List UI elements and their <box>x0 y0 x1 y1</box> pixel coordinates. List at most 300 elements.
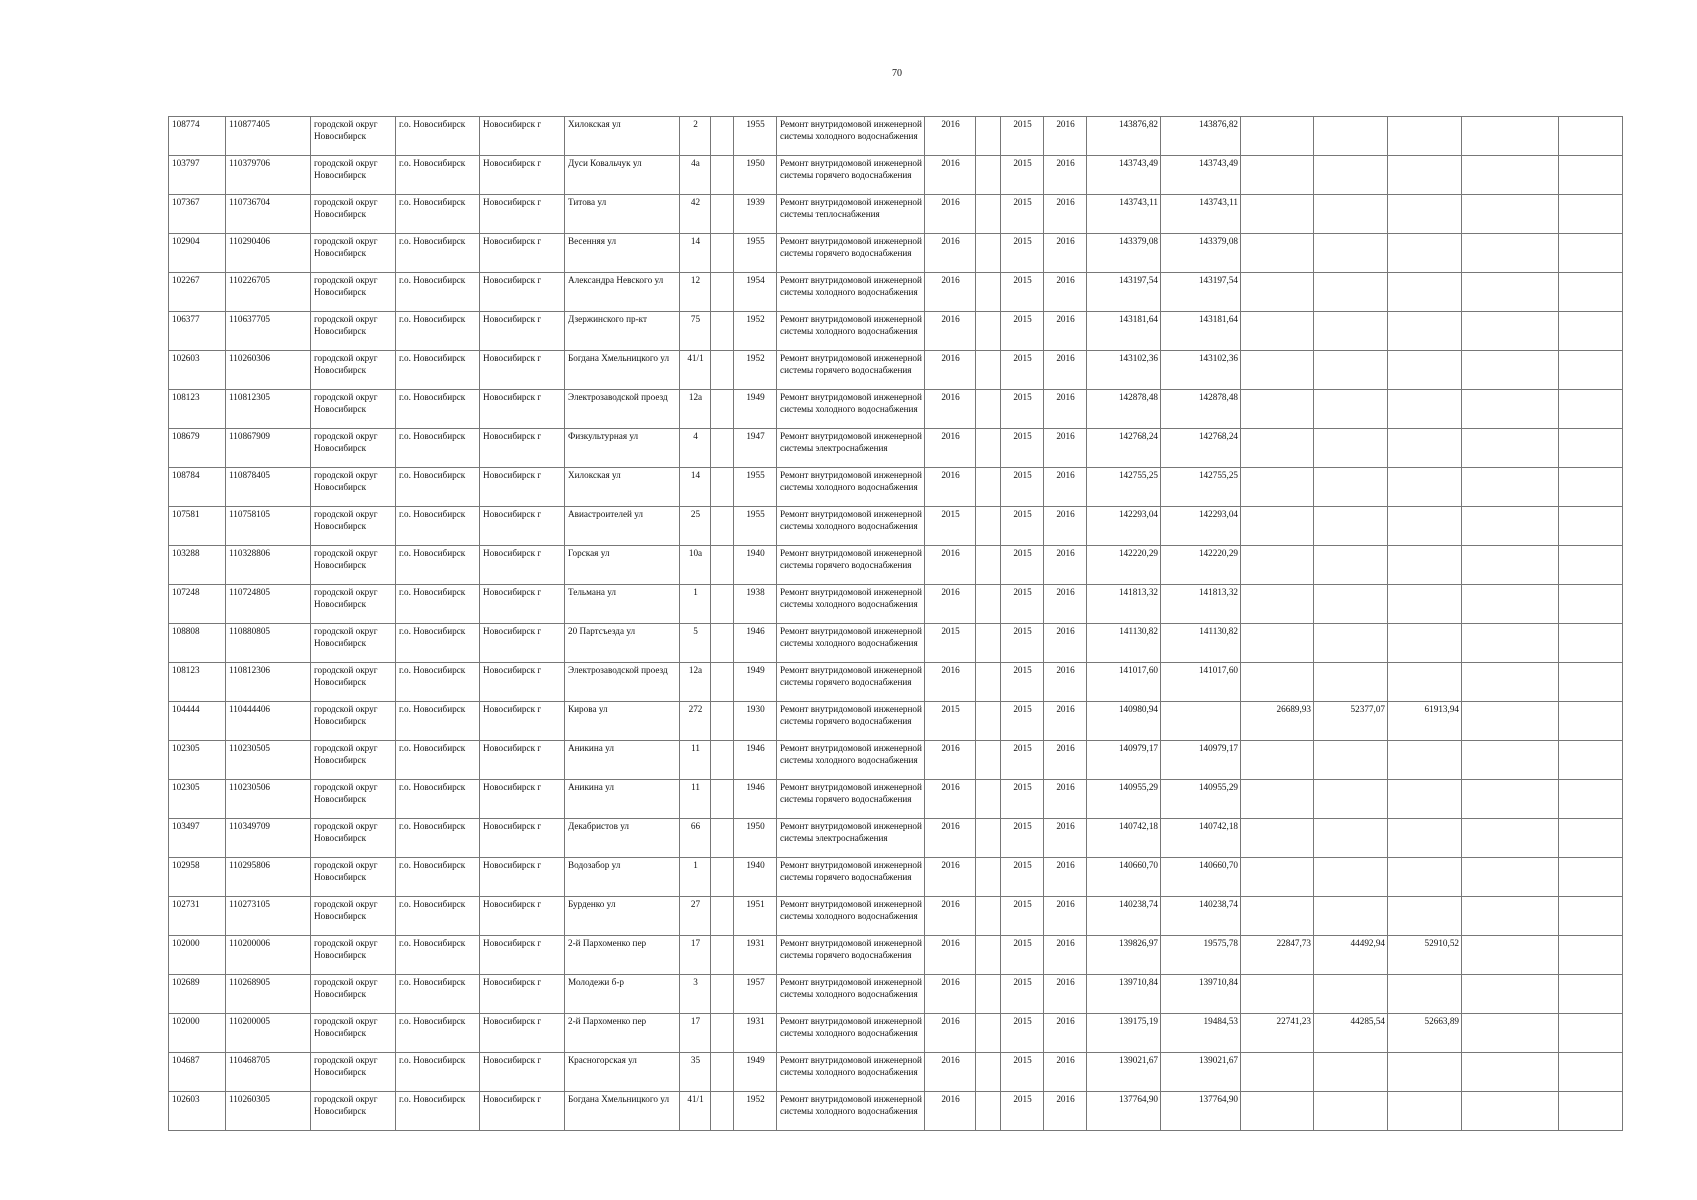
cell-blank-col-3 <box>1559 624 1623 663</box>
cell-locality: Новосибирск г <box>480 507 565 546</box>
cell-locality: Новосибирск г <box>480 1092 565 1131</box>
table-row <box>169 702 1623 741</box>
cell-period-end: 2016 <box>1044 546 1087 585</box>
cell-cost-col-17: 26689,93 <box>1241 702 1314 741</box>
cell-work-type: Ремонт внутридомовой инженерной системы электроснабжения <box>777 429 925 468</box>
cell-plan-year: 2016 <box>925 1014 976 1053</box>
cell-period-end: 2016 <box>1044 390 1087 429</box>
cell-cost-col-18 <box>1314 975 1388 1014</box>
cell-cost-fund: 143181,64 <box>1161 312 1241 351</box>
cell-build-year: 1952 <box>734 351 777 390</box>
cell-cost-fund: 140955,29 <box>1161 780 1241 819</box>
cell-object-code: 110444406 <box>226 702 311 741</box>
cell-blank-col-2 <box>1462 156 1559 195</box>
cell-house-number: 4 <box>680 429 711 468</box>
cell-cost-col-17 <box>1241 351 1314 390</box>
cell-total-cost: 140979,17 <box>1087 741 1161 780</box>
cell-street: Хилокская ул <box>565 468 680 507</box>
cell-work-type: Ремонт внутридомовой инженерной системы горячего водоснабжения <box>777 702 925 741</box>
cell-build-year: 1950 <box>734 156 777 195</box>
cell-cost-col-19: 52910,52 <box>1388 936 1462 975</box>
cell-municipal-unit: г.о. Новосибирск <box>396 780 480 819</box>
cell-total-cost: 143876,82 <box>1087 117 1161 156</box>
cell-object-code: 110880805 <box>226 624 311 663</box>
cell-locality: Новосибирск г <box>480 780 565 819</box>
table-row <box>169 624 1623 663</box>
cell-blank-col-2 <box>1462 117 1559 156</box>
cell-house-number: 11 <box>680 780 711 819</box>
cell-period-end: 2016 <box>1044 117 1087 156</box>
cell-locality: Новосибирск г <box>480 624 565 663</box>
cell-build-year: 1949 <box>734 663 777 702</box>
cell-cost-col-19 <box>1388 585 1462 624</box>
cell-municipal-unit: г.о. Новосибирск <box>396 390 480 429</box>
cell-cost-col-18 <box>1314 195 1388 234</box>
cell-house-id: 108123 <box>169 663 226 702</box>
cell-cost-col-18 <box>1314 741 1388 780</box>
cell-plan-year: 2016 <box>925 234 976 273</box>
cell-period-start: 2015 <box>1001 702 1044 741</box>
cell-locality: Новосибирск г <box>480 312 565 351</box>
cell-house-number: 35 <box>680 1053 711 1092</box>
cell-plan-year: 2016 <box>925 351 976 390</box>
cell-municipality: городской округ Новосибирск <box>311 312 396 351</box>
cell-municipal-unit: г.о. Новосибирск <box>396 546 480 585</box>
cell-build-year: 1931 <box>734 1014 777 1053</box>
table-row <box>169 507 1623 546</box>
cell-cost-col-19 <box>1388 546 1462 585</box>
cell-building <box>711 429 734 468</box>
table-row <box>169 195 1623 234</box>
cell-blank-col-3 <box>1559 234 1623 273</box>
table-row <box>169 897 1623 936</box>
cell-street: Аникина ул <box>565 741 680 780</box>
cell-total-cost: 140980,94 <box>1087 702 1161 741</box>
cell-period-start: 2015 <box>1001 624 1044 663</box>
cell-object-code: 110200005 <box>226 1014 311 1053</box>
cell-cost-col-17 <box>1241 390 1314 429</box>
cell-blank-col-2 <box>1462 351 1559 390</box>
cell-locality: Новосибирск г <box>480 858 565 897</box>
cell-work-type: Ремонт внутридомовой инженерной системы холодного водоснабжения <box>777 273 925 312</box>
table-row <box>169 1053 1623 1092</box>
cell-blank-col-1 <box>976 1053 1001 1092</box>
cell-cost-col-18 <box>1314 585 1388 624</box>
cell-total-cost: 139021,67 <box>1087 1053 1161 1092</box>
cell-house-id: 102000 <box>169 936 226 975</box>
cell-object-code: 110200006 <box>226 936 311 975</box>
cell-house-number: 5 <box>680 624 711 663</box>
cell-blank-col-2 <box>1462 273 1559 312</box>
cell-plan-year: 2016 <box>925 117 976 156</box>
cell-plan-year: 2016 <box>925 1053 976 1092</box>
cell-blank-col-3 <box>1559 741 1623 780</box>
cell-build-year: 1930 <box>734 702 777 741</box>
cell-total-cost: 140660,70 <box>1087 858 1161 897</box>
cell-blank-col-3 <box>1559 702 1623 741</box>
cell-municipal-unit: г.о. Новосибирск <box>396 624 480 663</box>
cell-work-type: Ремонт внутридомовой инженерной системы холодного водоснабжения <box>777 117 925 156</box>
cell-cost-col-17 <box>1241 858 1314 897</box>
cell-period-end: 2016 <box>1044 429 1087 468</box>
cell-municipality: городской округ Новосибирск <box>311 624 396 663</box>
cell-plan-year: 2016 <box>925 858 976 897</box>
cell-municipality: городской округ Новосибирск <box>311 741 396 780</box>
cell-blank-col-2 <box>1462 741 1559 780</box>
cell-building <box>711 117 734 156</box>
cell-building <box>711 741 734 780</box>
cell-object-code: 110230506 <box>226 780 311 819</box>
cell-total-cost: 137764,90 <box>1087 1092 1161 1131</box>
cell-locality: Новосибирск г <box>480 117 565 156</box>
cell-building <box>711 468 734 507</box>
cell-cost-col-19 <box>1388 273 1462 312</box>
cell-cost-fund: 141130,82 <box>1161 624 1241 663</box>
cell-municipal-unit: г.о. Новосибирск <box>396 741 480 780</box>
cell-locality: Новосибирск г <box>480 234 565 273</box>
cell-cost-col-18 <box>1314 858 1388 897</box>
cell-cost-fund <box>1161 702 1241 741</box>
cell-plan-year: 2016 <box>925 468 976 507</box>
cell-work-type: Ремонт внутридомовой инженерной системы холодного водоснабжения <box>777 1092 925 1131</box>
cell-work-type: Ремонт внутридомовой инженерной системы холодного водоснабжения <box>777 897 925 936</box>
cell-blank-col-2 <box>1462 975 1559 1014</box>
table-row <box>169 741 1623 780</box>
cell-house-id: 102958 <box>169 858 226 897</box>
cell-cost-fund: 140742,18 <box>1161 819 1241 858</box>
cell-period-end: 2016 <box>1044 741 1087 780</box>
cell-total-cost: 140742,18 <box>1087 819 1161 858</box>
cell-cost-col-18 <box>1314 780 1388 819</box>
cell-house-number: 2 <box>680 117 711 156</box>
cell-municipal-unit: г.о. Новосибирск <box>396 273 480 312</box>
cell-house-id: 108774 <box>169 117 226 156</box>
cell-street: 2-й Пархоменко пер <box>565 1014 680 1053</box>
cell-municipality: городской округ Новосибирск <box>311 156 396 195</box>
cell-blank-col-2 <box>1462 234 1559 273</box>
cell-total-cost: 140238,74 <box>1087 897 1161 936</box>
cell-blank-col-2 <box>1462 195 1559 234</box>
cell-work-type: Ремонт внутридомовой инженерной системы горячего водоснабжения <box>777 780 925 819</box>
cell-municipal-unit: г.о. Новосибирск <box>396 1053 480 1092</box>
cell-cost-col-17 <box>1241 897 1314 936</box>
cell-street: Красногорская ул <box>565 1053 680 1092</box>
cell-street: 20 Партсъезда ул <box>565 624 680 663</box>
cell-blank-col-3 <box>1559 468 1623 507</box>
cell-blank-col-3 <box>1559 936 1623 975</box>
cell-locality: Новосибирск г <box>480 273 565 312</box>
cell-house-number: 41/1 <box>680 1092 711 1131</box>
cell-house-id: 102603 <box>169 1092 226 1131</box>
cell-locality: Новосибирск г <box>480 195 565 234</box>
cell-period-start: 2015 <box>1001 858 1044 897</box>
cell-work-type: Ремонт внутридомовой инженерной системы холодного водоснабжения <box>777 507 925 546</box>
cell-period-end: 2016 <box>1044 468 1087 507</box>
cell-blank-col-1 <box>976 117 1001 156</box>
cell-period-end: 2016 <box>1044 585 1087 624</box>
cell-building <box>711 195 734 234</box>
cell-house-number: 1 <box>680 858 711 897</box>
table-row <box>169 780 1623 819</box>
cell-blank-col-2 <box>1462 312 1559 351</box>
cell-cost-fund: 141017,60 <box>1161 663 1241 702</box>
cell-period-end: 2016 <box>1044 195 1087 234</box>
cell-house-number: 12а <box>680 390 711 429</box>
cell-blank-col-3 <box>1559 663 1623 702</box>
cell-cost-col-18 <box>1314 897 1388 936</box>
cell-house-id: 107581 <box>169 507 226 546</box>
cell-street: Физкультурная ул <box>565 429 680 468</box>
cell-municipality: городской округ Новосибирск <box>311 585 396 624</box>
cell-blank-col-1 <box>976 429 1001 468</box>
cell-object-code: 110230505 <box>226 741 311 780</box>
cell-total-cost: 142755,25 <box>1087 468 1161 507</box>
cell-period-end: 2016 <box>1044 858 1087 897</box>
cell-build-year: 1946 <box>734 741 777 780</box>
cell-plan-year: 2016 <box>925 780 976 819</box>
cell-plan-year: 2015 <box>925 507 976 546</box>
cell-blank-col-3 <box>1559 312 1623 351</box>
cell-object-code: 110637705 <box>226 312 311 351</box>
cell-locality: Новосибирск г <box>480 975 565 1014</box>
cell-total-cost: 142220,29 <box>1087 546 1161 585</box>
cell-locality: Новосибирск г <box>480 936 565 975</box>
cell-period-end: 2016 <box>1044 702 1087 741</box>
cell-build-year: 1946 <box>734 780 777 819</box>
cell-period-start: 2015 <box>1001 156 1044 195</box>
cell-build-year: 1955 <box>734 234 777 273</box>
cell-house-number: 17 <box>680 1014 711 1053</box>
cell-blank-col-1 <box>976 156 1001 195</box>
cell-municipality: городской округ Новосибирск <box>311 1092 396 1131</box>
cell-cost-fund: 143102,36 <box>1161 351 1241 390</box>
cell-building <box>711 819 734 858</box>
cell-house-id: 102000 <box>169 1014 226 1053</box>
cell-house-number: 3 <box>680 975 711 1014</box>
cell-street: Тельмана ул <box>565 585 680 624</box>
cell-house-id: 103288 <box>169 546 226 585</box>
cell-build-year: 1951 <box>734 897 777 936</box>
cell-municipal-unit: г.о. Новосибирск <box>396 585 480 624</box>
cell-cost-fund: 141813,32 <box>1161 585 1241 624</box>
cell-municipal-unit: г.о. Новосибирск <box>396 1092 480 1131</box>
cell-municipality: городской округ Новосибирск <box>311 351 396 390</box>
cell-object-code: 110812306 <box>226 663 311 702</box>
cell-plan-year: 2015 <box>925 702 976 741</box>
cell-locality: Новосибирск г <box>480 1014 565 1053</box>
cell-cost-col-17 <box>1241 468 1314 507</box>
cell-cost-col-19 <box>1388 780 1462 819</box>
cell-object-code: 110226705 <box>226 273 311 312</box>
cell-period-end: 2016 <box>1044 1053 1087 1092</box>
cell-period-end: 2016 <box>1044 897 1087 936</box>
cell-period-end: 2016 <box>1044 156 1087 195</box>
cell-work-type: Ремонт внутридомовой инженерной системы горячего водоснабжения <box>777 234 925 273</box>
cell-municipal-unit: г.о. Новосибирск <box>396 234 480 273</box>
cell-municipality: городской округ Новосибирск <box>311 936 396 975</box>
cell-blank-col-1 <box>976 1092 1001 1131</box>
cell-build-year: 1939 <box>734 195 777 234</box>
cell-cost-col-19 <box>1388 117 1462 156</box>
cell-house-number: 25 <box>680 507 711 546</box>
table-row <box>169 312 1623 351</box>
cell-cost-col-18 <box>1314 1053 1388 1092</box>
cell-municipality: городской округ Новосибирск <box>311 390 396 429</box>
cell-blank-col-1 <box>976 390 1001 429</box>
cell-municipal-unit: г.о. Новосибирск <box>396 351 480 390</box>
page-number: 70 <box>892 68 902 79</box>
cell-blank-col-2 <box>1462 1053 1559 1092</box>
cell-cost-col-19 <box>1388 468 1462 507</box>
cell-total-cost: 140955,29 <box>1087 780 1161 819</box>
cell-plan-year: 2016 <box>925 546 976 585</box>
cell-cost-col-17 <box>1241 741 1314 780</box>
cell-municipal-unit: г.о. Новосибирск <box>396 468 480 507</box>
cell-object-code: 110468705 <box>226 1053 311 1092</box>
cell-cost-col-18 <box>1314 1092 1388 1131</box>
cell-blank-col-2 <box>1462 858 1559 897</box>
cell-cost-col-18 <box>1314 351 1388 390</box>
cell-cost-fund: 142755,25 <box>1161 468 1241 507</box>
cell-blank-col-1 <box>976 780 1001 819</box>
cell-object-code: 110328806 <box>226 546 311 585</box>
cell-house-id: 108679 <box>169 429 226 468</box>
cell-total-cost: 141813,32 <box>1087 585 1161 624</box>
table-row <box>169 117 1623 156</box>
cell-cost-col-17 <box>1241 195 1314 234</box>
cell-blank-col-1 <box>976 351 1001 390</box>
cell-building <box>711 585 734 624</box>
cell-work-type: Ремонт внутридомовой инженерной системы теплоснабжения <box>777 195 925 234</box>
cell-street: Александра Невского ул <box>565 273 680 312</box>
cell-blank-col-2 <box>1462 897 1559 936</box>
cell-street: Дзержинского пр-кт <box>565 312 680 351</box>
cell-cost-col-18 <box>1314 819 1388 858</box>
cell-house-number: 27 <box>680 897 711 936</box>
cell-house-number: 12а <box>680 663 711 702</box>
table-row <box>169 273 1623 312</box>
cell-cost-col-19 <box>1388 1092 1462 1131</box>
cell-cost-col-18 <box>1314 546 1388 585</box>
cell-municipality: городской округ Новосибирск <box>311 702 396 741</box>
cell-locality: Новосибирск г <box>480 1053 565 1092</box>
cell-cost-col-18 <box>1314 156 1388 195</box>
table-row <box>169 546 1623 585</box>
cell-house-id: 102904 <box>169 234 226 273</box>
table-row <box>169 1014 1623 1053</box>
cell-house-id: 103497 <box>169 819 226 858</box>
cell-house-id: 106377 <box>169 312 226 351</box>
cell-house-id: 107367 <box>169 195 226 234</box>
cell-period-start: 2015 <box>1001 1053 1044 1092</box>
cell-cost-col-19: 61913,94 <box>1388 702 1462 741</box>
cell-municipality: городской округ Новосибирск <box>311 1053 396 1092</box>
cell-street: Весенняя ул <box>565 234 680 273</box>
cell-blank-col-1 <box>976 1014 1001 1053</box>
cell-blank-col-1 <box>976 858 1001 897</box>
cell-blank-col-3 <box>1559 195 1623 234</box>
cell-work-type: Ремонт внутридомовой инженерной системы горячего водоснабжения <box>777 156 925 195</box>
cell-cost-fund: 142220,29 <box>1161 546 1241 585</box>
cell-street: Хилокская ул <box>565 117 680 156</box>
cell-house-number: 14 <box>680 234 711 273</box>
table-row <box>169 156 1623 195</box>
cell-period-start: 2015 <box>1001 663 1044 702</box>
cell-cost-fund: 139710,84 <box>1161 975 1241 1014</box>
cell-cost-col-18: 52377,07 <box>1314 702 1388 741</box>
cell-plan-year: 2016 <box>925 585 976 624</box>
cell-building <box>711 1053 734 1092</box>
cell-build-year: 1950 <box>734 819 777 858</box>
cell-cost-fund: 139021,67 <box>1161 1053 1241 1092</box>
cell-blank-col-3 <box>1559 1014 1623 1053</box>
cell-municipality: городской округ Новосибирск <box>311 975 396 1014</box>
cell-cost-col-18 <box>1314 663 1388 702</box>
cell-street: Богдана Хмельницкого ул <box>565 1092 680 1131</box>
cell-period-end: 2016 <box>1044 975 1087 1014</box>
cell-period-start: 2015 <box>1001 117 1044 156</box>
table-row <box>169 585 1623 624</box>
cell-municipal-unit: г.о. Новосибирск <box>396 936 480 975</box>
cell-building <box>711 858 734 897</box>
cell-street: Богдана Хмельницкого ул <box>565 351 680 390</box>
cell-cost-col-19 <box>1388 195 1462 234</box>
cell-blank-col-2 <box>1462 390 1559 429</box>
cell-building <box>711 936 734 975</box>
cell-cost-col-18: 44492,94 <box>1314 936 1388 975</box>
cell-cost-col-18 <box>1314 468 1388 507</box>
cell-municipality: городской округ Новосибирск <box>311 780 396 819</box>
cell-cost-col-19 <box>1388 351 1462 390</box>
cell-building <box>711 1092 734 1131</box>
cell-building <box>711 546 734 585</box>
cell-period-end: 2016 <box>1044 273 1087 312</box>
cell-blank-col-1 <box>976 663 1001 702</box>
cell-cost-col-18 <box>1314 507 1388 546</box>
cell-period-start: 2015 <box>1001 546 1044 585</box>
cell-cost-fund: 140979,17 <box>1161 741 1241 780</box>
cell-municipal-unit: г.о. Новосибирск <box>396 975 480 1014</box>
cell-blank-col-1 <box>976 975 1001 1014</box>
cell-cost-col-18 <box>1314 117 1388 156</box>
cell-blank-col-2 <box>1462 663 1559 702</box>
cell-object-code: 110724805 <box>226 585 311 624</box>
cell-municipal-unit: г.о. Новосибирск <box>396 507 480 546</box>
cell-blank-col-2 <box>1462 585 1559 624</box>
cell-cost-fund: 143743,49 <box>1161 156 1241 195</box>
cell-cost-col-19 <box>1388 429 1462 468</box>
cell-period-start: 2015 <box>1001 1014 1044 1053</box>
cell-blank-col-3 <box>1559 585 1623 624</box>
cell-blank-col-1 <box>976 312 1001 351</box>
cell-cost-col-19 <box>1388 1053 1462 1092</box>
cell-blank-col-1 <box>976 819 1001 858</box>
cell-cost-fund: 143876,82 <box>1161 117 1241 156</box>
cell-cost-col-18 <box>1314 312 1388 351</box>
cell-cost-col-19 <box>1388 156 1462 195</box>
cell-blank-col-2 <box>1462 546 1559 585</box>
table-row <box>169 234 1623 273</box>
cell-work-type: Ремонт внутридомовой инженерной системы горячего водоснабжения <box>777 936 925 975</box>
cell-build-year: 1952 <box>734 312 777 351</box>
cell-locality: Новосибирск г <box>480 585 565 624</box>
cell-period-end: 2016 <box>1044 624 1087 663</box>
cell-cost-fund: 142768,24 <box>1161 429 1241 468</box>
cell-municipal-unit: г.о. Новосибирск <box>396 858 480 897</box>
cell-total-cost: 143181,64 <box>1087 312 1161 351</box>
cell-plan-year: 2015 <box>925 624 976 663</box>
cell-cost-col-19 <box>1388 312 1462 351</box>
